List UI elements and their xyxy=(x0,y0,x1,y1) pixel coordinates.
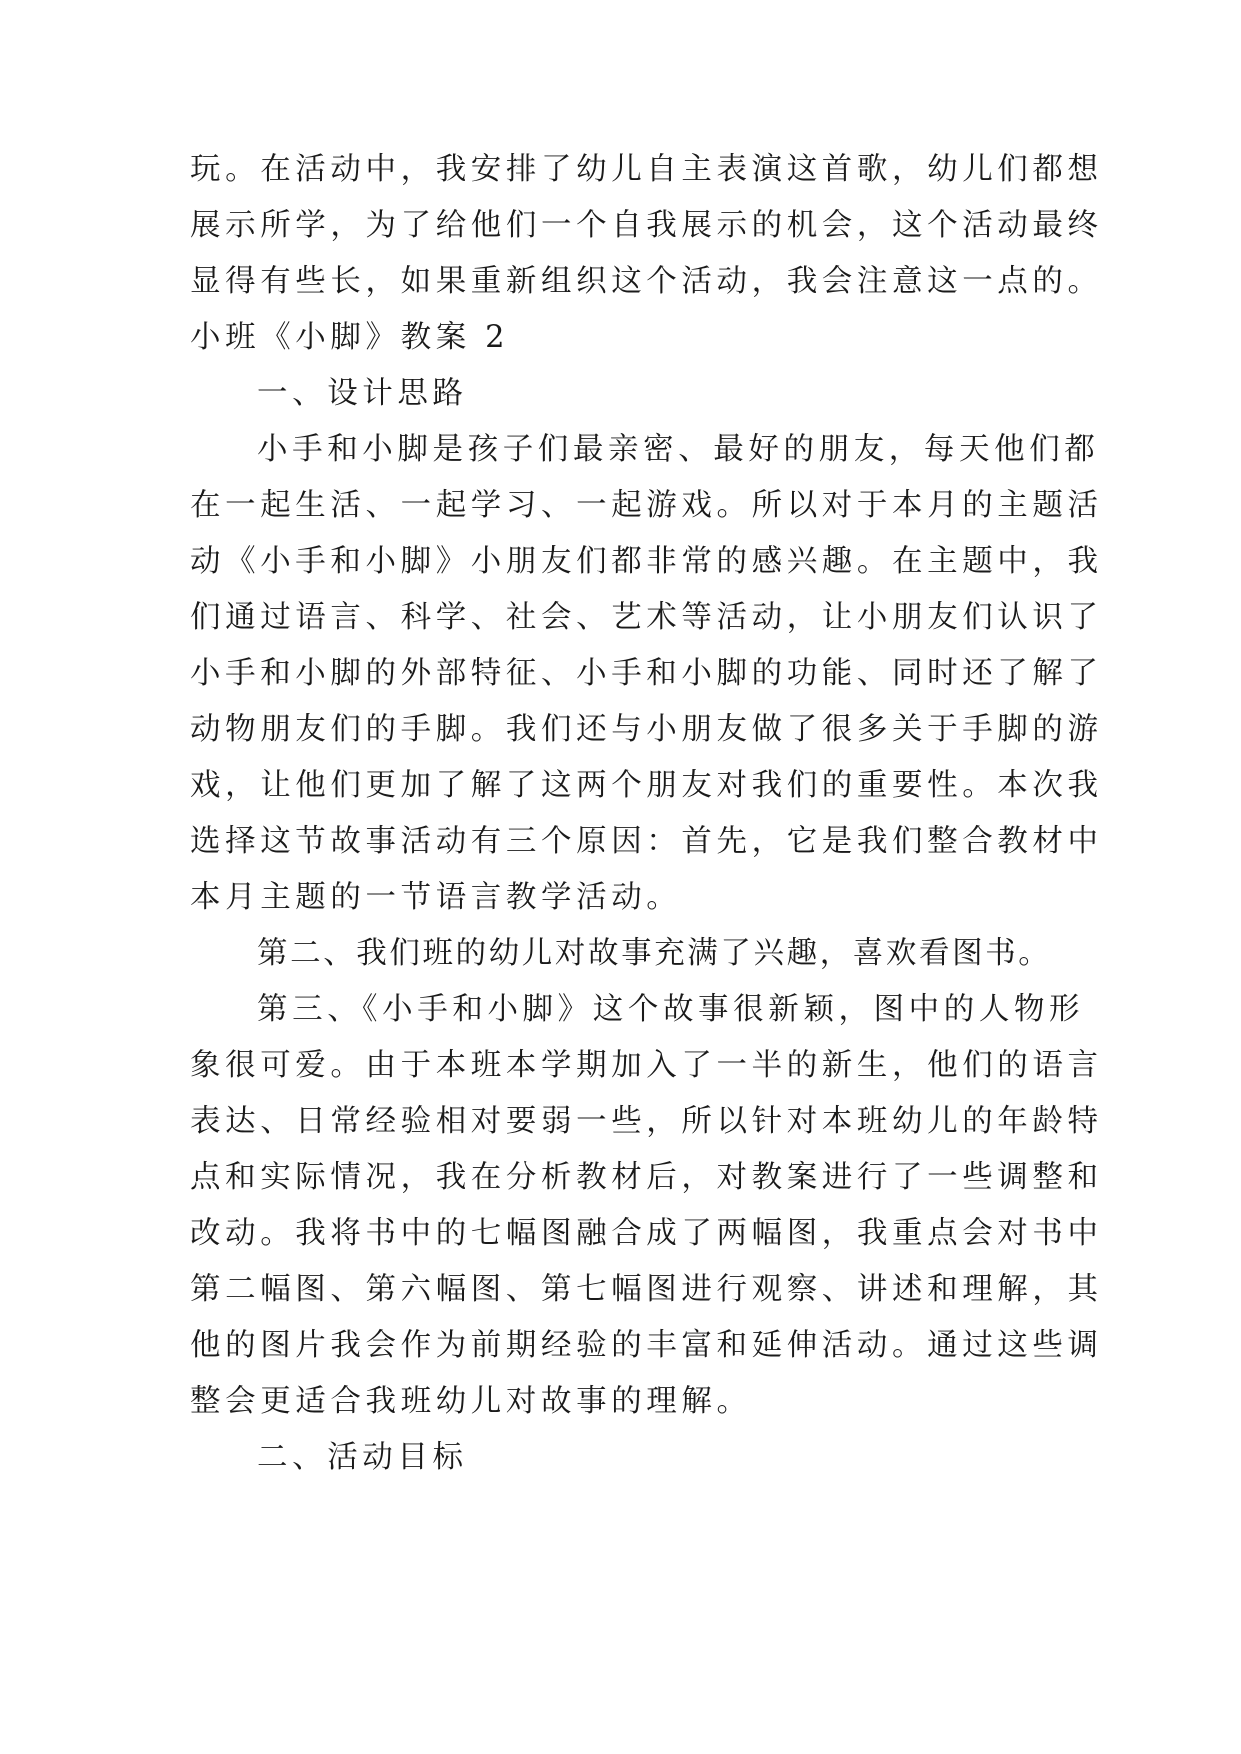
paragraph-line: 小手和小脚的外部特征、小手和小脚的功能、同时还了解了 xyxy=(190,656,1103,691)
paragraph-line: 们通过语言、科学、社会、艺术等活动，让小朋友们认识了 xyxy=(190,600,1103,635)
paragraph-line: 改动。我将书中的七幅图融合成了两幅图，我重点会对书中 xyxy=(190,1216,1103,1251)
paragraph-line: 在一起生活、一起学习、一起游戏。所以对于本月的主题活 xyxy=(190,488,1103,523)
paragraph-line: 象很可爱。由于本班本学期加入了一半的新生，他们的语言 xyxy=(190,1048,1103,1083)
section-heading: 二、活动目标 xyxy=(257,1440,468,1475)
paragraph-line: 动《小手和小脚》小朋友们都非常的感兴趣。在主题中，我 xyxy=(190,544,1103,579)
paragraph-line: 第三、《小手和小脚》这个故事很新颖，图中的人物形 xyxy=(257,992,1085,1027)
paragraph-line: 选择这节故事活动有三个原因：首先，它是我们整合教材中 xyxy=(190,824,1103,859)
paragraph-line: 玩。在活动中，我安排了幼儿自主表演这首歌，幼儿们都想 xyxy=(190,152,1103,187)
paragraph-line: 整会更适合我班幼儿对故事的理解。 xyxy=(190,1384,752,1419)
paragraph-line: 小手和小脚是孩子们最亲密、最好的朋友，每天他们都 xyxy=(257,432,1100,467)
paragraph-line: 表达、日常经验相对要弱一些，所以针对本班幼儿的年龄特 xyxy=(190,1104,1103,1139)
paragraph-line: 动物朋友们的手脚。我们还与小朋友做了很多关于手脚的游 xyxy=(190,712,1103,747)
section-title: 小班《小脚》教案 2 xyxy=(190,320,510,355)
section-heading: 一、设计思路 xyxy=(257,376,468,411)
paragraph-line: 点和实际情况，我在分析教材后，对教案进行了一些调整和 xyxy=(190,1160,1103,1195)
paragraph-line: 本月主题的一节语言教学活动。 xyxy=(190,880,682,915)
paragraph-line: 显得有些长，如果重新组织这个活动，我会注意这一点的。 xyxy=(190,264,1103,299)
paragraph-line: 第二、我们班的幼儿对故事充满了兴趣，喜欢看图书。 xyxy=(257,936,1052,971)
paragraph-line: 第二幅图、第六幅图、第七幅图进行观察、讲述和理解，其 xyxy=(190,1272,1103,1307)
paragraph-line: 戏，让他们更加了解了这两个朋友对我们的重要性。本次我 xyxy=(190,768,1103,803)
paragraph-line: 他的图片我会作为前期经验的丰富和延伸活动。通过这些调 xyxy=(190,1328,1103,1363)
paragraph-line: 展示所学，为了给他们一个自我展示的机会，这个活动最终 xyxy=(190,208,1103,243)
